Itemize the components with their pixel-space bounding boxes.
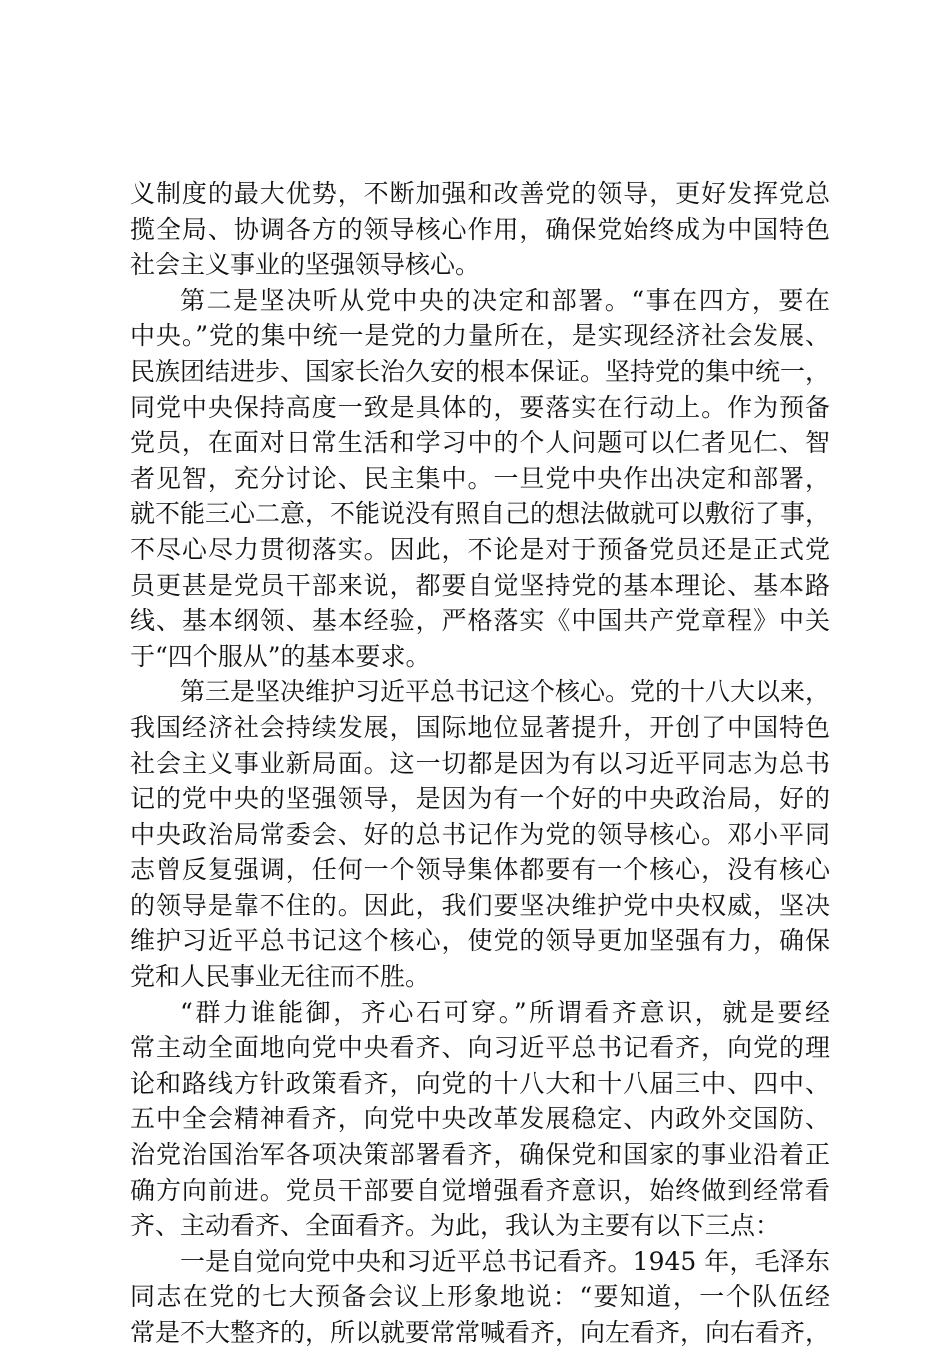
- text-line: 同志在党的七大预备会议上形象地说：“要知道，一个队伍经: [130, 1282, 830, 1312]
- text-line: 五中全会精神看齐，向党中央改革发展稳定、内政外交国防、: [130, 1104, 830, 1134]
- text-line: 民族团结进步、国家长治久安的根本保证。坚持党的集中统一，: [130, 356, 831, 386]
- text-line: 我国经济社会持续发展，国际地位显著提升，开创了中国特色: [130, 712, 830, 742]
- text-line: 同党中央保持高度一致是具体的，要落实在行动上。作为预备: [130, 392, 830, 422]
- text-line: 一是自觉向党中央和习近平总书记看齐。1945 年，毛泽东: [180, 1246, 830, 1276]
- text-line: 确方向前进。党员干部要自觉增强看齐意识，始终做到经常看: [130, 1175, 830, 1205]
- text-line: 者见智，充分讨论、民主集中。一旦党中央作出决定和部署，: [130, 463, 830, 493]
- text-line: 治党治国治军各项决策部署看齐，确保党和国家的事业沿着正: [130, 1140, 830, 1170]
- text-line: 社会主义事业的坚强领导核心。: [130, 250, 481, 280]
- text-line: 员更甚是党员干部来说，都要自觉坚持党的基本理论、基本路: [130, 570, 830, 600]
- text-line: 齐、主动看齐、全面看齐。为此，我认为主要有以下三点：: [130, 1211, 781, 1241]
- text-line: 第二是坚决听从党中央的决定和部署。“事在四方，要在: [180, 285, 830, 315]
- text-line: 志曾反复强调，任何一个领导集体都要有一个核心，没有核心: [130, 855, 830, 885]
- text-line: 常是不大整齐的，所以就要常常喊看齐，向左看齐，向右看齐，: [130, 1318, 831, 1347]
- text-line: 党员，在面对日常生活和学习中的个人问题可以仁者见仁、智: [130, 428, 830, 458]
- text-line: 论和路线方针政策看齐，向党的十八大和十八届三中、四中、: [130, 1068, 830, 1098]
- text-line: 常主动全面地向党中央看齐、向习近平总书记看齐，向党的理: [130, 1033, 830, 1063]
- text-line: 中央。”党的集中统一是党的力量所在，是实现经济社会发展、: [130, 321, 830, 351]
- text-line: 揽全局、协调各方的领导核心作用，确保党始终成为中国特色: [130, 214, 830, 244]
- text-line: 的领导是靠不住的。因此，我们要坚决维护党中央权威，坚决: [130, 890, 830, 920]
- text-line: 不尽心尽力贯彻落实。因此，不论是对于预备党员还是正式党: [130, 534, 830, 564]
- text-line: 中央政治局常委会、好的总书记作为党的领导核心。邓小平同: [130, 819, 830, 849]
- text-line: 社会主义事业新局面。这一切都是因为有以习近平同志为总书: [130, 748, 830, 778]
- text-line: “群力谁能御，齐心石可穿。”所谓看齐意识，就是要经: [180, 997, 830, 1027]
- text-line: 于“四个服从”的基本要求。: [130, 641, 431, 671]
- text-line: 维护习近平总书记这个核心，使党的领导更加坚强有力，确保: [130, 926, 830, 956]
- text-line: 线、基本纲领、基本经验，严格落实《中国共产党章程》中关: [130, 606, 830, 636]
- text-line: 就不能三心二意，不能说没有照自己的想法做就可以敷衍了事，: [130, 499, 831, 529]
- text-line: 第三是坚决维护习近平总书记这个核心。党的十八大以来，: [180, 677, 831, 707]
- text-line: 党和人民事业无往而不胜。: [130, 962, 431, 992]
- document-body-text: [130, 176, 830, 1351]
- text-line: 记的党中央的坚强领导，是因为有一个好的中央政治局，好的: [130, 784, 830, 814]
- text-line: 义制度的最大优势，不断加强和改善党的领导，更好发挥党总: [130, 179, 830, 208]
